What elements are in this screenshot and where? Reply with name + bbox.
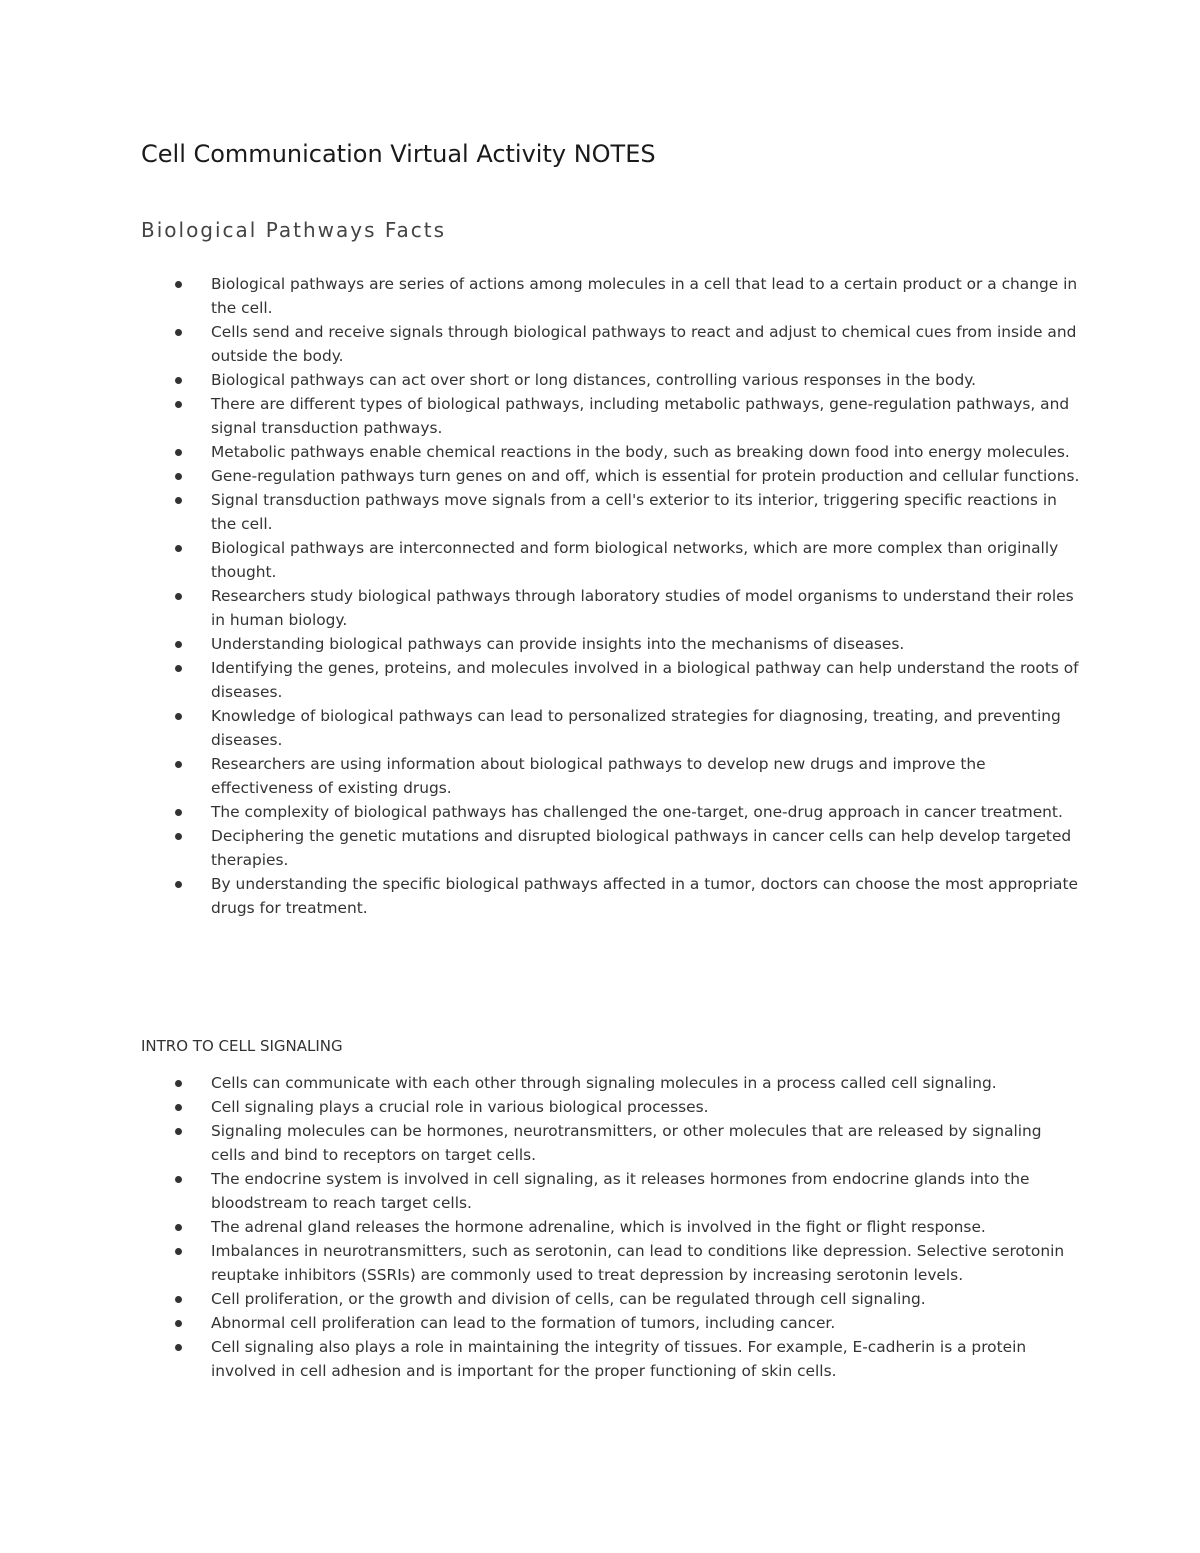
list-item [0,872,1200,920]
list-item [0,1287,1200,1311]
list-item-text: Knowledge of biological pathways can lead to personalized strategies for diagnosing, treating, and preventing diseases. [211,707,1061,749]
bullet-icon [175,713,182,720]
list-item-text: Signaling molecules can be hormones, neurotransmitters, or other molecules that are released by signaling cells and bind to receptors on target cells. [211,1122,1042,1164]
bullet-icon [175,761,182,768]
list-item-text: Researchers study biological pathways through laboratory studies of model organisms to understand their roles in human biology. [211,587,1074,629]
bullet-icon [175,473,182,480]
list-item [0,1167,1200,1215]
bullet-icon [175,281,182,288]
list-item-text: Cells can communicate with each other through signaling molecules in a process called cell signaling. [211,1074,997,1092]
list-item-text: Biological pathways are interconnected and form biological networks, which are more complex than originally thought. [211,539,1059,581]
list-item [0,704,1200,752]
list-item-text: Signal transduction pathways move signals from a cell's exterior to its interior, triggering specific reactions in the cell. [211,491,1057,533]
list-item-text: Understanding biological pathways can provide insights into the mechanisms of diseases. [211,635,905,653]
bullet-icon [175,329,182,336]
list-item [0,320,1200,368]
list-item [0,1335,1200,1383]
list-item [0,440,1200,464]
list-item [0,392,1200,440]
bullet-icon [175,641,182,648]
section-heading-biological-pathways: Biological Pathways Facts [141,218,447,242]
bullet-icon [175,665,182,672]
bullet-icon [175,497,182,504]
document-title: Cell Communication Virtual Activity NOTES [141,140,656,168]
list-item [0,1071,1200,1095]
list-item [0,368,1200,392]
bullet-icon [175,593,182,600]
list-item-text: Abnormal cell proliferation can lead to the formation of tumors, including cancer. [211,1314,836,1332]
list-item-text: Identifying the genes, proteins, and molecules involved in a biological pathway can help understand the roots of diseases. [211,659,1079,701]
bullet-icon [175,1296,182,1303]
list-item-text: Cells send and receive signals through biological pathways to react and adjust to chemical cues from inside and outside the body. [211,323,1077,365]
list-item-text: Gene-regulation pathways turn genes on and off, which is essential for protein production and cellular functions. [211,467,1080,485]
list-item [0,800,1200,824]
list-item [0,824,1200,872]
list-item-text: Researchers are using information about biological pathways to develop new drugs and improve the effectiveness of existing drugs. [211,755,986,797]
list-item [0,1119,1200,1167]
list-item [0,272,1200,320]
list-item [0,536,1200,584]
list-item-text: Imbalances in neurotransmitters, such as serotonin, can lead to conditions like depression. Selective serotonin reuptake inhibitors (SSRIs) are commonly used to treat depression by increasing serotonin levels. [211,1242,1065,1284]
list-item-text: Cell signaling plays a crucial role in various biological processes. [211,1098,709,1116]
bullet-icon [175,401,182,408]
list-item-text: The adrenal gland releases the hormone adrenaline, which is involved in the fight or flight response. [211,1218,986,1236]
list-item-text: Deciphering the genetic mutations and disrupted biological pathways in cancer cells can help develop targeted therapies. [211,827,1072,869]
bullet-icon [175,1248,182,1255]
list-item [0,632,1200,656]
bullet-icon [175,881,182,888]
bullet-icon [175,1224,182,1231]
biological-pathways-list [0,272,1200,920]
list-item [0,1311,1200,1335]
bullet-icon [175,377,182,384]
list-item-text: Metabolic pathways enable chemical reactions in the body, such as breaking down food into energy molecules. [211,443,1070,461]
list-item-text: There are different types of biological pathways, including metabolic pathways, gene-regulation pathways, and signal transduction pathways. [211,395,1070,437]
list-item [0,1095,1200,1119]
list-item-text: The complexity of biological pathways has challenged the one-target, one-drug approach in cancer treatment. [211,803,1063,821]
section-heading-intro-to-cell-signaling: INTRO TO CELL SIGNALING [141,1037,343,1055]
list-item-text: Cell proliferation, or the growth and division of cells, can be regulated through cell signaling. [211,1290,926,1308]
list-item [0,752,1200,800]
list-item-text: The endocrine system is involved in cell signaling, as it releases hormones from endocrine glands into the bloodstream to reach target cells. [211,1170,1030,1212]
bullet-icon [175,1176,182,1183]
bullet-icon [175,1080,182,1087]
cell-signaling-list [0,1071,1200,1383]
bullet-icon [175,1128,182,1135]
bullet-icon [175,1344,182,1351]
list-item-text: Biological pathways can act over short or long distances, controlling various responses in the body. [211,371,977,389]
list-item [0,488,1200,536]
list-item [0,584,1200,632]
bullet-icon [175,545,182,552]
bullet-icon [175,1104,182,1111]
bullet-icon [175,833,182,840]
list-item-text: Cell signaling also plays a role in maintaining the integrity of tissues. For example, E-cadherin is a protein involved in cell adhesion and is important for the proper functioning of skin cells. [211,1338,1027,1380]
list-item [0,464,1200,488]
list-item [0,656,1200,704]
list-item [0,1215,1200,1239]
bullet-icon [175,1320,182,1327]
list-item-text: By understanding the specific biological pathways affected in a tumor, doctors can choose the most appropriate drugs for treatment. [211,875,1078,917]
list-item [0,1239,1200,1287]
bullet-icon [175,449,182,456]
bullet-icon [175,809,182,816]
list-item-text: Biological pathways are series of actions among molecules in a cell that lead to a certain product or a change in the cell. [211,275,1078,317]
